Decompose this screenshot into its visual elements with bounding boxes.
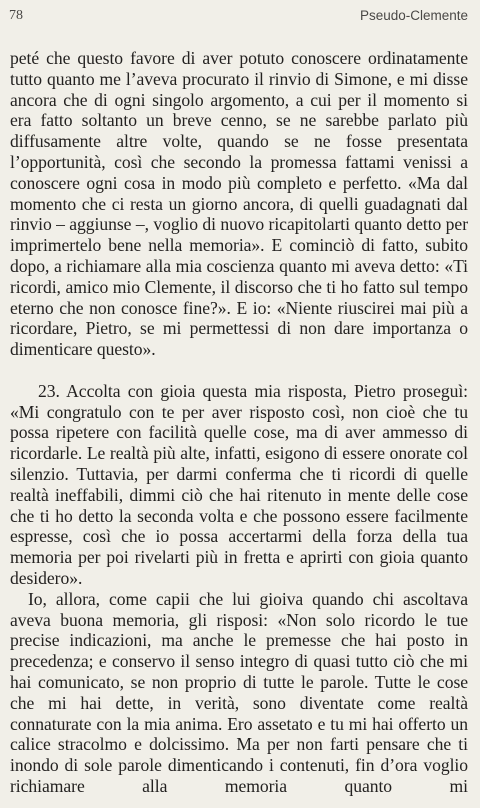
- page-number: 78: [9, 8, 23, 23]
- paragraph-section-23: 23. Accolta con gioia questa mia risposta, Pietro proseguì: «Mi congratulo con te per aver risposto così, non cioè che tu possa ripetere con facilità quelle cose, ma di aver ammesso di ricordarle. Le realtà più alte, infatti, esigono di essere onorate col silenzio. Tuttavia, per darmi conferma che ti ricordi di quelle realtà ineffabili, dimmi ciò che hai ritenuto in mente delle cose che ti ho detto la seconda volta e che possono essere facilmente espresse, così che io possa accertarmi della forza della tua memoria per poi rivelarti più in fretta e aprirti con gioia quanto desidero».: [10, 380, 468, 588]
- paragraph-reply: Io, allora, come capii che lui gioiva quando chi ascoltava aveva buona memoria, gli risposi: «Non solo ricordo le tue precise indicazioni, ma anche le premesse che hai posto in precedenza; e conservo il senso integro di quasi tutto ciò che mi hai comunicato, se non proprio di tutte le parole. Tutte le cose che mi hai dette, in verità, sono diventate come realtà connaturate con la mia anima. Ero assetato e tu mi hai offerto un calice stracolmo e dolcissimo. Ma per non farti pensare che ti inondo di sole parole dimenticando i contenuti, fin d’ora voglio richiamare alla memoria quanto mi: [10, 588, 468, 796]
- running-head: [9, 8, 468, 26]
- running-title: Pseudo-Clemente: [359, 8, 468, 23]
- body-text: [10, 48, 468, 797]
- paragraph-continued: peté che questo favore di aver potuto conoscere ordinatamente tutto quanto me l’aveva procurato il rinvio di Simone, e mi disse ancora che di ogni singolo argomento, a cui per il momento si era fatto soltanto un breve cenno, se ne sarebbe parlato più diffusamente altre volte, quando se ne fosse presentata l’opportunità, così che secondo la promessa fattami venissi a conoscere ogni cosa in modo più completo e perfetto. «Ma dal momento che ci resta un giorno ancora, di quelli guadagnati dal rinvio – aggiunse –, voglio di nuovo ricapitolarti quanto detto per imprimertelo bene nella memoria». E cominciò di fatto, subito dopo, a richiamare alla mia coscienza quanto mi aveva detto: «Ti ricordi, amico mio Clemente, il discorso che ti ho fatto sul tempo eterno che non conosce fine?». E io: «Niente riuscirei mai più a ricordare, Pietro, se mi permettessi di non dare importanza o dimenticare questo».: [10, 48, 468, 360]
